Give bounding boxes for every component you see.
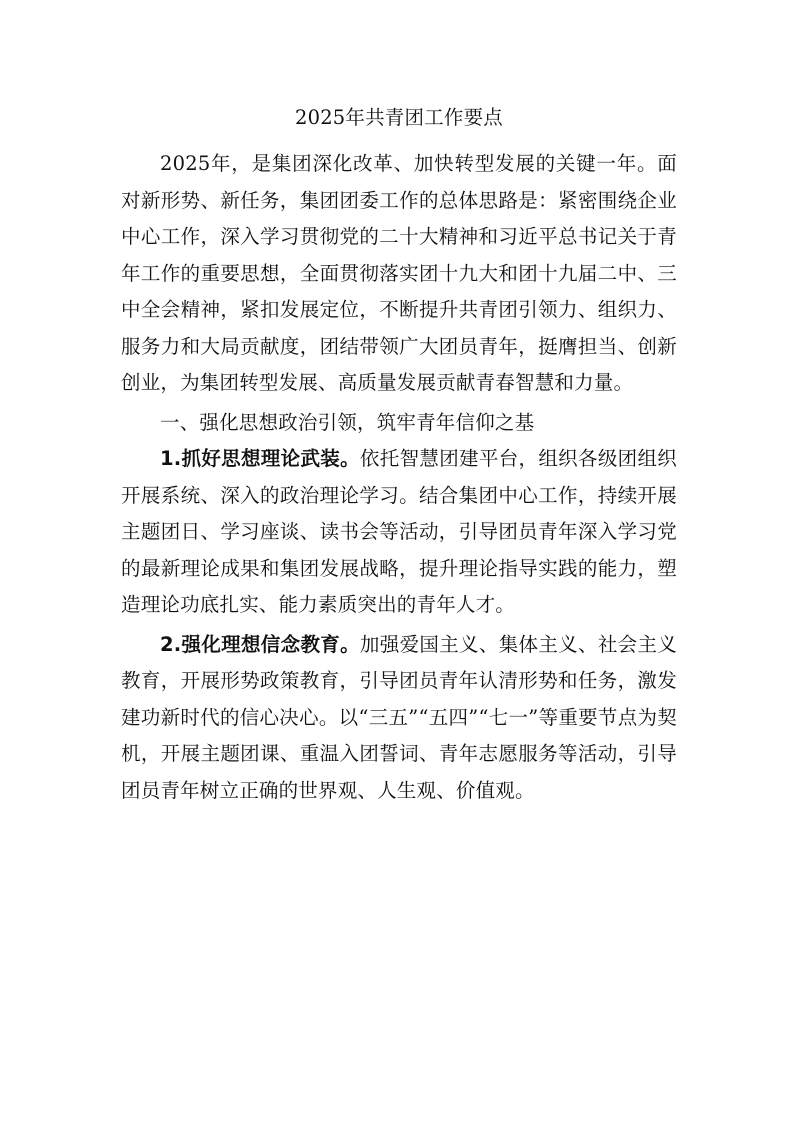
item-lead-2: 2.强化理想信念教育。	[160, 632, 360, 656]
item-text-1: 依托智慧团建平台，组织各级团组织开展系统、深入的政治理论学习。结合集团中心工作，持续开展主题团日、学习座谈、读书会等活动，引导团员青年深入学习党的最新理论成果和集团发展战略，提升理论指导实践的能力，塑造理论功底扎实、能力素质突出的青年人才。	[121, 447, 677, 616]
item-paragraph-2	[121, 627, 677, 810]
item-lead-1: 1.抓好思想理论武装。	[160, 447, 360, 470]
item-paragraph-1	[121, 441, 677, 624]
document-title: 2025年共青团工作要点	[294, 106, 504, 129]
section-heading: 一、强化思想政治引领，筑牢青年信仰之基	[160, 410, 535, 434]
intro-paragraph: 2025年，是集团深化改革、加快转型发展的关键一年。面对新形势、新任务，集团团委工作的总体思路是：紧密围绕企业中心工作，深入学习贯彻党的二十大精神和习近平总书记关于青年工作的重要思想，全面贯彻落实团十九大和团十九届二中、三中全会精神，紧扣发展定位，不断提升共青团引领力、组织力、服务力和大局贡献度，团结带领广大团员青年，挺膺担当、创新创业，为集团转型发展、高质量发展贡献青春智慧和力量。	[121, 152, 677, 394]
item-text-2: 加强爱国主义、集体主义、社会主义教育，开展形势政策教育，引导团员青年认清形势和任务，激发建功新时代的信心决心。以“三五”“五四”“七一”等重要节点为契机，开展主题团课、重温入团誓词、青年志愿服务等活动，引导团员青年树立正确的世界观、人生观、价值观。	[121, 632, 677, 802]
document-page	[121, 98, 677, 809]
